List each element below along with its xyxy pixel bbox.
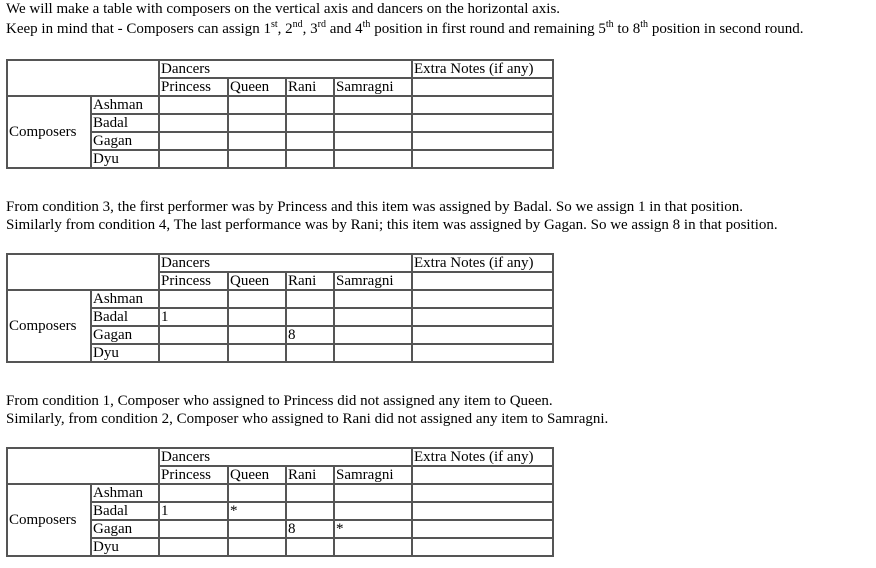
table-cell [159,326,228,344]
table-cell [412,132,553,150]
composer-name: Ashman [91,484,159,502]
grid-table [6,253,554,363]
extra-notes-header: Extra Notes (if any) [412,448,553,466]
composer-name: Dyu [91,538,159,556]
corner-cell [7,60,159,96]
composer-name: Gagan [91,326,159,344]
dancer-column-header: Queen [228,272,286,290]
composer-name: Badal [91,114,159,132]
table-cell [159,344,228,362]
dancer-column-header: Samragni [334,272,412,290]
dancer-column-header: Rani [286,272,334,290]
table-row [7,484,553,502]
table-cell [412,520,553,538]
para-2-line-1: From condition 3, the first performer was by Princess and this item was assigned by Badal. So we assign 1 in that position. [6,199,743,215]
table-cell: 1 [159,502,228,520]
composer-name: Ashman [91,290,159,308]
table-cell: 8 [286,326,334,344]
table-cell [286,132,334,150]
table-cell [286,114,334,132]
table-cell [159,132,228,150]
table-cell: 8 [286,520,334,538]
table-cell: * [228,502,286,520]
table-cell [159,114,228,132]
corner-cell [7,448,159,484]
composers-label: Composers [7,96,91,168]
table-cell [412,344,553,362]
table-cell [412,290,553,308]
composer-name: Dyu [91,344,159,362]
table-cell [412,326,553,344]
grid-table [6,447,554,557]
composer-name: Ashman [91,96,159,114]
intro-line-2: Keep in mind that - Composers can assign 1st, 2nd, 3rd and 4th position in first round and remaining 5th to 8th position in second round. [6,19,804,37]
table-cell [334,150,412,168]
composers-label: Composers [7,484,91,556]
composer-name: Gagan [91,520,159,538]
table-cell [334,114,412,132]
table-cell [412,308,553,326]
table-cell [228,308,286,326]
table-cell [286,484,334,502]
table-cell [159,484,228,502]
dancer-column-header: Rani [286,466,334,484]
table-cell [228,132,286,150]
para-2-line-2: Similarly from condition 4, The last performance was by Rani; this item was assigned by Gagan. So we assign 8 in that position. [6,217,778,233]
table-cell [159,538,228,556]
table-cell [286,308,334,326]
table-cell [228,96,286,114]
composer-name: Gagan [91,132,159,150]
composers-label: Composers [7,290,91,362]
para-3-line-2: Similarly, from condition 2, Composer who assigned to Rani did not assigned any item to Samragni. [6,411,609,427]
dancers-header: Dancers [159,448,412,466]
dancer-column-header: Queen [228,78,286,96]
corner-cell [7,254,159,290]
table-cell [228,114,286,132]
table-cell [412,502,553,520]
table-cell [286,344,334,362]
table-cell [228,326,286,344]
table-cell [228,538,286,556]
extra-notes-subheader [412,78,553,96]
extra-notes-header: Extra Notes (if any) [412,60,553,78]
table-cell [334,132,412,150]
extra-notes-header: Extra Notes (if any) [412,254,553,272]
table-cell [334,308,412,326]
table-cell [334,290,412,308]
table-cell [412,484,553,502]
table-cell [334,484,412,502]
table-cell [334,326,412,344]
table-cell [412,538,553,556]
table-cell [159,290,228,308]
table-cell [228,520,286,538]
composer-name: Badal [91,502,159,520]
intro-line-1: We will make a table with composers on the vertical axis and dancers on the horizontal axis. [6,1,561,17]
table-cell [228,484,286,502]
para-3-line-1: From condition 1, Composer who assigned to Princess did not assigned any item to Queen. [6,393,553,409]
table-cell [159,520,228,538]
table-cell [228,344,286,362]
dancer-column-header: Queen [228,466,286,484]
extra-notes-subheader [412,466,553,484]
dancer-column-header: Princess [159,272,228,290]
table-cell [334,538,412,556]
table-cell [159,150,228,168]
header-row [7,448,553,466]
dancer-column-header: Princess [159,466,228,484]
table-cell [412,150,553,168]
table-cell: 1 [159,308,228,326]
composer-name: Dyu [91,150,159,168]
dancer-column-header: Princess [159,78,228,96]
composer-name: Badal [91,308,159,326]
header-row [7,254,553,272]
table-cell [286,150,334,168]
table-cell [334,96,412,114]
table-cell [228,290,286,308]
dancer-column-header: Samragni [334,78,412,96]
table-row [7,290,553,308]
table-cell [159,96,228,114]
table-cell [228,150,286,168]
dancers-header: Dancers [159,254,412,272]
table-cell [412,114,553,132]
table-cell: * [334,520,412,538]
table-cell [286,538,334,556]
table-cell [334,502,412,520]
table-cell [412,96,553,114]
extra-notes-subheader [412,272,553,290]
grid-table [6,59,554,169]
table-cell [286,290,334,308]
dancer-column-header: Rani [286,78,334,96]
table-row [7,96,553,114]
dancers-header: Dancers [159,60,412,78]
dancer-column-header: Samragni [334,466,412,484]
table-cell [334,344,412,362]
header-row [7,60,553,78]
table-cell [286,502,334,520]
table-cell [286,96,334,114]
